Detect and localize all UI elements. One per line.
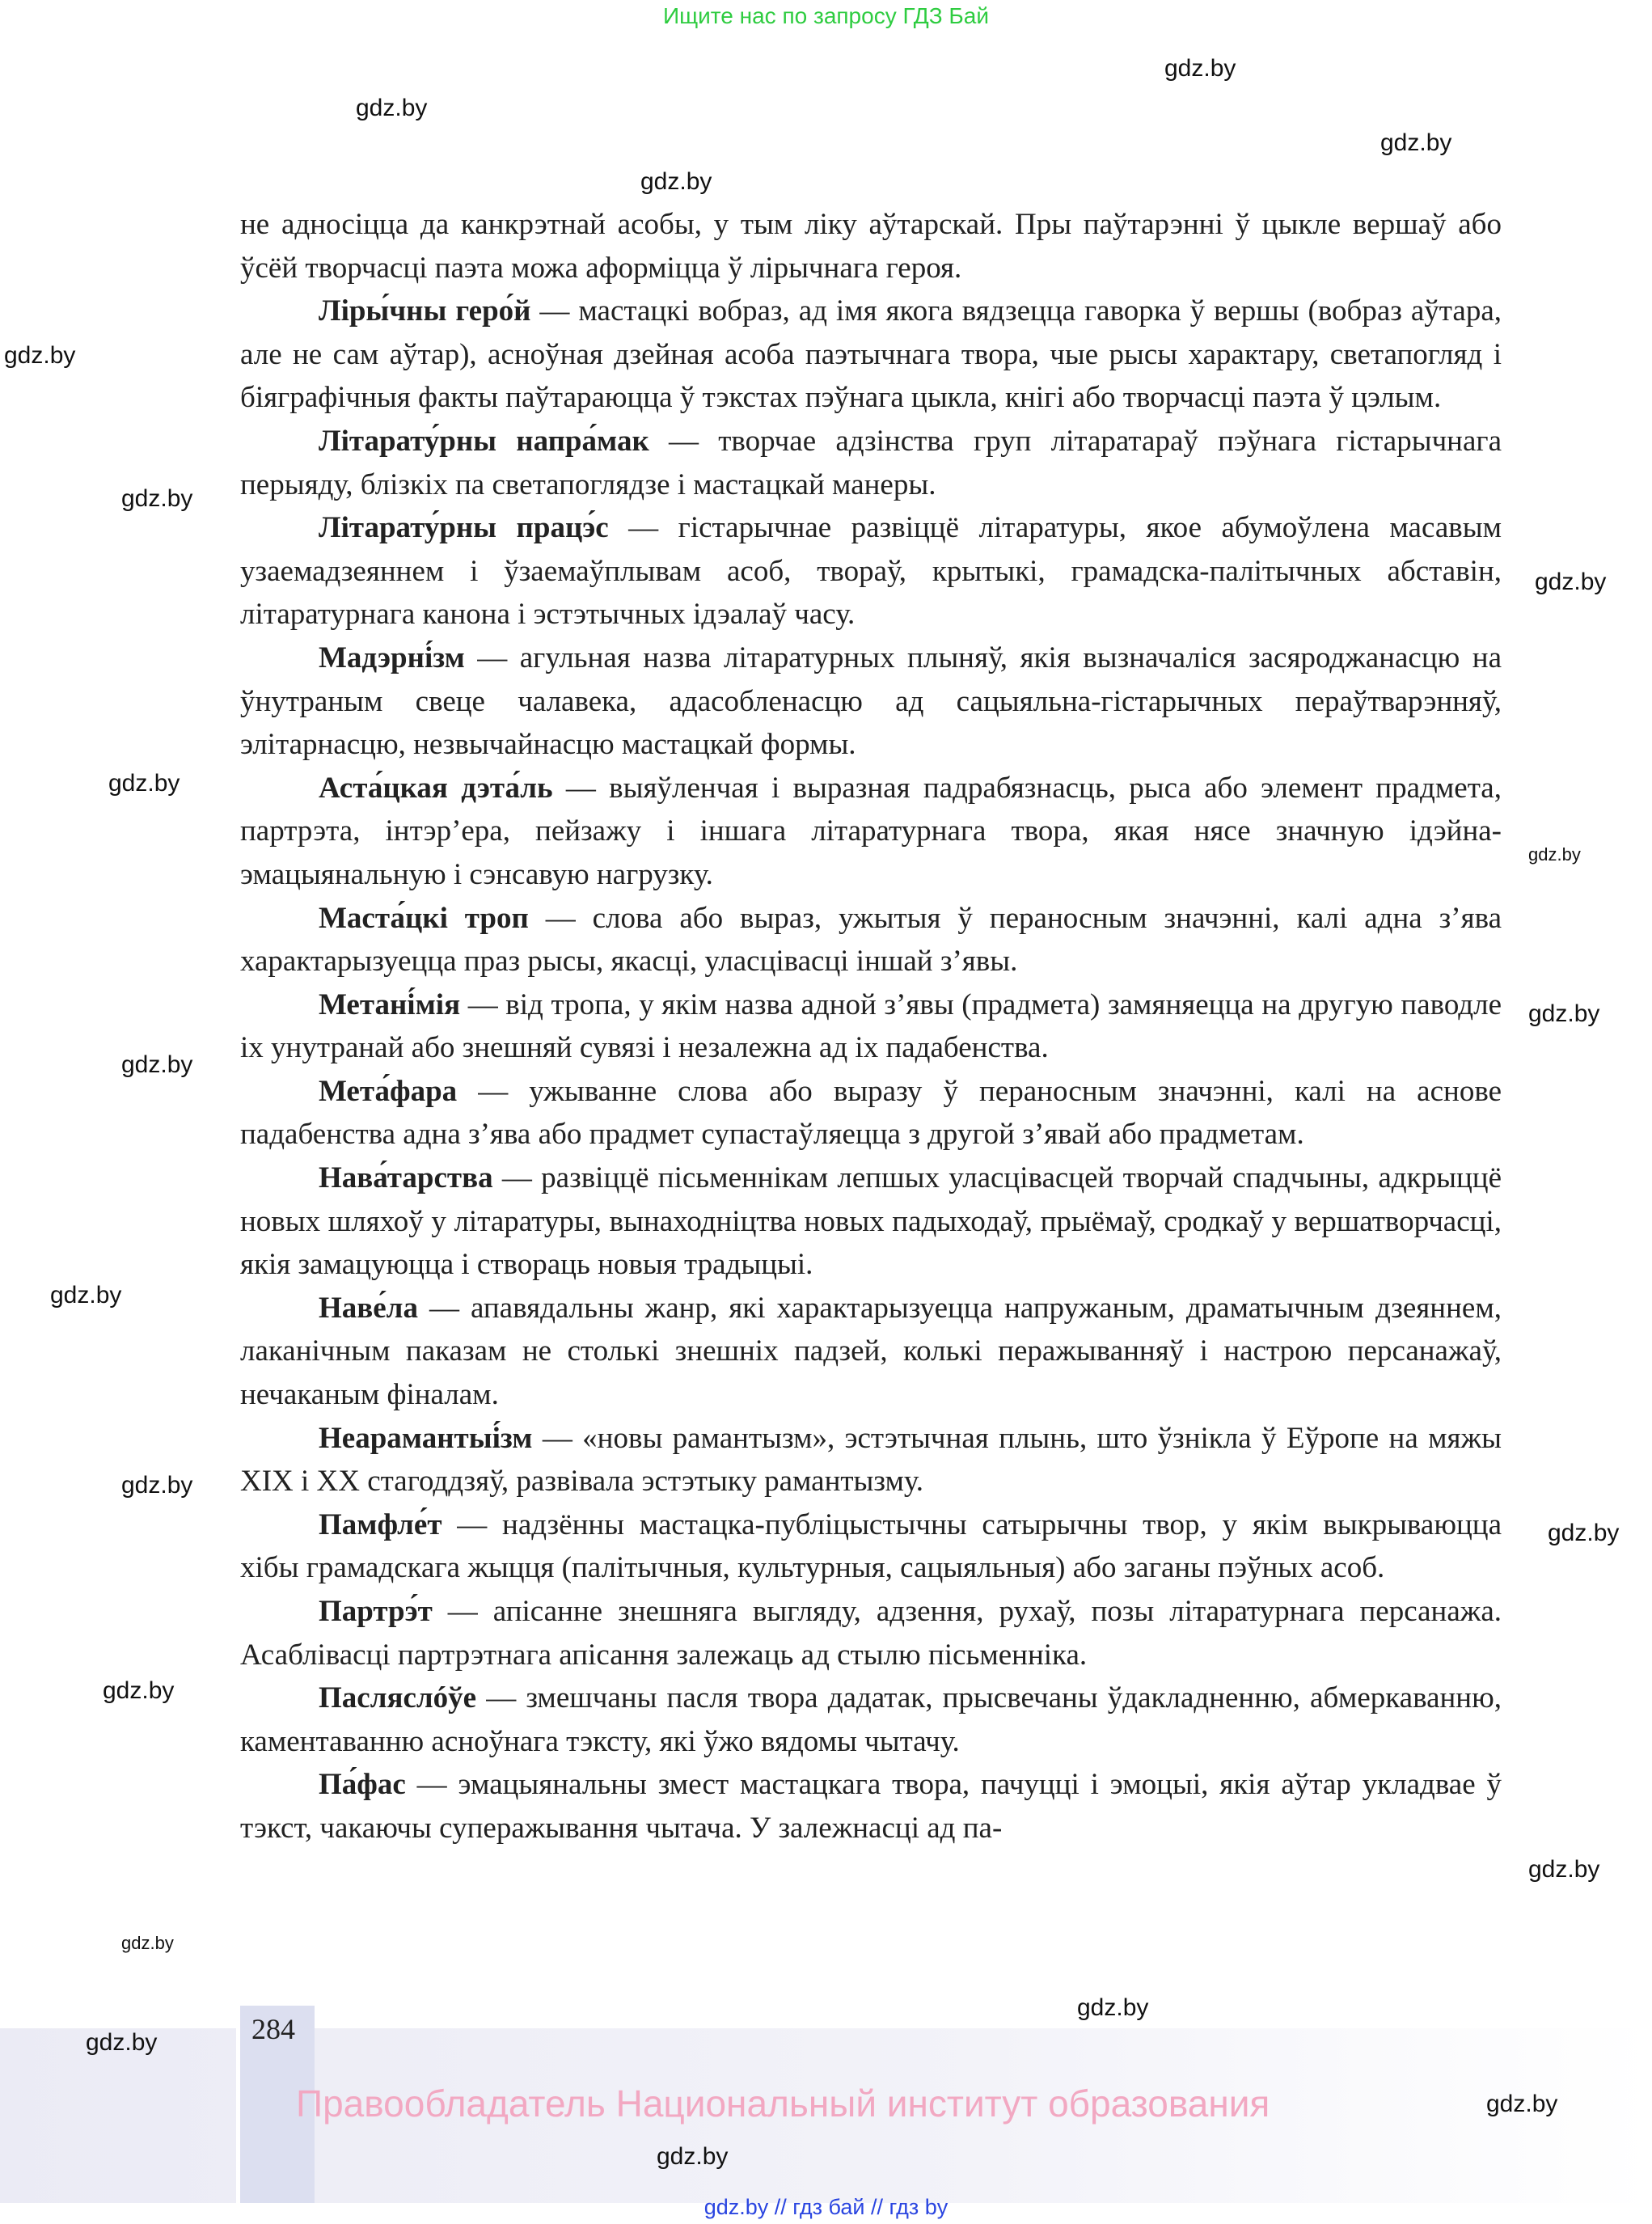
definition-text: — агульная назва літаратурных плыняў, якія вызначаліся засяроджанасцю на ўнутраным свеце чалавека, адасобленасцю ад сацыяльна-гістарычных пераўтварэнняў, элітарнасцю, незвычайнасцю мастацкай формы.	[240, 641, 1502, 762]
term: Памфле́т	[319, 1507, 442, 1541]
definition-text: — апісанне знешняга выгляду, адзення, рухаў, позы літаратурнага персанажа. Асаблівасці партрэтнага апісання залежаць ад стылю пісьменніка.	[240, 1595, 1502, 1672]
watermark: gdz.by	[1486, 2091, 1558, 2117]
watermark: gdz.by	[1077, 1994, 1149, 2021]
watermark: gdz.by	[121, 1472, 193, 1499]
watermark: gdz.by	[1535, 569, 1607, 595]
term: Метані́мія	[319, 987, 461, 1021]
term: Па́фас	[319, 1768, 406, 1802]
term: Наве́ла	[319, 1291, 418, 1325]
definition-text: — мастацкі вобраз, ад імя якога вядзецца гаворка ў вершы (вобраз аўтара, але не сам аўтар), асноўная дзейная асоба паэтычнага твора, чые рысы характару, светапогляд і біяграфічныя факты паўтараюцца ў тэкстах пэўнага цыкла, кнігі або творчасці паэта ў цэлым.	[240, 294, 1502, 415]
definition-text: — эмацыянальны змест мастацкага твора, пачуцці і эмоцыі, якія аўтар укладвае ў тэкст, чакаючы суперажывання чытача. У залежнасці ад па-	[240, 1768, 1502, 1845]
watermark: gdz.by	[640, 168, 712, 195]
footer-links[interactable]: gdz.by // гдз бай // гдз by	[703, 2195, 949, 2219]
watermark: gdz.by	[1528, 844, 1581, 865]
watermark: gdz.by	[1528, 1856, 1600, 1883]
term: Нава́тарства	[319, 1161, 493, 1195]
glossary-entry	[240, 506, 1502, 636]
watermark: gdz.by	[1528, 1000, 1600, 1027]
definition-text: не адносіцца да канкрэтнай асобы, у тым ліку аўтарскай. Пры паўтарэнні ў цыкле вершаў або ўсёй творчасці паэта можа аформіцца ў лірычнага героя.	[240, 208, 1502, 285]
glossary-entry	[240, 1763, 1502, 1850]
term: Мета́фара	[319, 1074, 458, 1108]
definition-text: — від тропа, у якім назва адной з’явы (прадмета) замяняецца на другую паводле іх унутранай або знешняй сувязі і незалежна ад іх падабенства.	[240, 987, 1502, 1065]
definition-text: — развіццё пісьменнікам лепшых уласцівасцей творчай спадчыны, адкрыццё новых шляхоў у літаратуры, вынаходніцтва новых падыходаў, прыёмаў, сродкаў у вершатворчасці, якія замацуюцца і створаць новыя традыцыі.	[240, 1161, 1502, 1282]
glossary-text	[240, 203, 1502, 1850]
term: Лiры́чны геро́й	[319, 294, 531, 328]
watermark: gdz.by	[4, 342, 76, 369]
definition-text: — ужыванне слова або выразу ў пераносным значэнні, калі на аснове падабенства адна з’ява або прадмет супастаўляецца з другой з’явай або прадметам.	[240, 1074, 1502, 1152]
glossary-entry	[240, 767, 1502, 897]
term: Літарату́рны напра́мак	[319, 424, 649, 458]
glossary-entry	[240, 290, 1502, 420]
glossary-entry	[240, 636, 1502, 767]
watermark: gdz.by	[121, 485, 193, 512]
watermark: gdz.by	[657, 2143, 729, 2170]
term: Неарамантыі́зм	[319, 1421, 533, 1455]
glossary-entry	[240, 1287, 1502, 1417]
watermark: gdz.by	[1380, 129, 1452, 156]
term: Партрэ́т	[319, 1595, 433, 1628]
definition-text: — выяўленчая і выразная падрабязнасць, рыса або элемент прадмета, партрэта, інтэр’ера, пейзажу і іншага літаратурнага твора, якая нясе значную ідэйна-эмацыянальную і сэнсавую нагрузку.	[240, 771, 1502, 891]
glossary-entry	[240, 897, 1502, 983]
watermark: gdz.by	[356, 95, 428, 121]
glossary-entry	[240, 1156, 1502, 1287]
glossary-entry	[240, 1070, 1502, 1156]
watermark: gdz.by	[103, 1677, 175, 1704]
definition-text: — слова або выраз, ужытыя ў пераносным значэнні, калі адна з’ява характарызуецца праз рысы, якасці, уласцівасці іншай з’явы.	[240, 901, 1502, 979]
term: Маста́цкі троп	[319, 901, 529, 935]
watermark: gdz.by	[50, 1282, 122, 1309]
definition-text: — надзённы мастацка-публіцыстычны сатырычны твор, у якім выкрываюцца хібы грамадскага жыцця (палітычныя, культурныя, сацыяльныя) або заганы пэўных асоб.	[240, 1507, 1502, 1585]
watermark: gdz.by	[121, 1933, 174, 1953]
watermark: gdz.by	[108, 770, 180, 797]
definition-text: — «новы рамантызм», эстэтычная плынь, што ўзнікла ў Еўропе на мяжы XIX і XX стагоддзяў, развівала эстэтыку рамантызму.	[240, 1421, 1502, 1499]
definition-text: — апавядальны жанр, які характарызуецца напружаным, драматычным дзеяннем, лаканічным паказам не столькі знешніх падзей, колькі перажыванняў і настрою персанажаў, нечаканым фіналам.	[240, 1291, 1502, 1412]
copyright-notice: Правообладатель Национальный институт образования	[296, 2082, 1270, 2125]
definition-text: — творчае адзінства груп літаратараў пэўнага гістарычнага перыяду, блізкіх па светапоглядзе і мастацкай манеры.	[240, 424, 1502, 501]
glossary-paragraph	[240, 203, 1502, 290]
glossary-entry	[240, 420, 1502, 506]
watermark: gdz.by	[1164, 55, 1236, 82]
glossary-entry	[240, 1417, 1502, 1503]
definition-text: — гістарычнае развіццё літаратуры, якое абумоўлена масавым узаемадзеяннем і ўзаемаўплывам асоб, твораў, крытыкі, грамадска-палітычных абставін, літаратурнага канона і эстэтычных ідэалаў часу.	[240, 511, 1502, 632]
glossary-entry	[240, 983, 1502, 1070]
glossary-entry	[240, 1676, 1502, 1763]
definition-text: — змешчаны пасля твора дадатак, прысвечаны ўдакладненню, абмеркаванню, каментаванню асноўнага тэксту, які ўжо вядомы чытачу.	[240, 1681, 1502, 1758]
watermark: gdz.by	[1548, 1520, 1620, 1546]
term: Аста́цкая дэта́ль	[319, 771, 553, 805]
term: Літарату́рны працэ́с	[319, 511, 609, 545]
glossary-entry	[240, 1503, 1502, 1590]
glossary-entry	[240, 1590, 1502, 1676]
term: Пасляслóўе	[319, 1681, 477, 1715]
page-number: 284	[251, 2013, 295, 2045]
watermark: gdz.by	[86, 2029, 158, 2056]
term: Мадэрні́зм	[319, 641, 465, 674]
watermark: gdz.by	[121, 1051, 193, 1078]
search-hint-banner: Ищите нас по запросу ГДЗ Бай	[662, 3, 990, 28]
